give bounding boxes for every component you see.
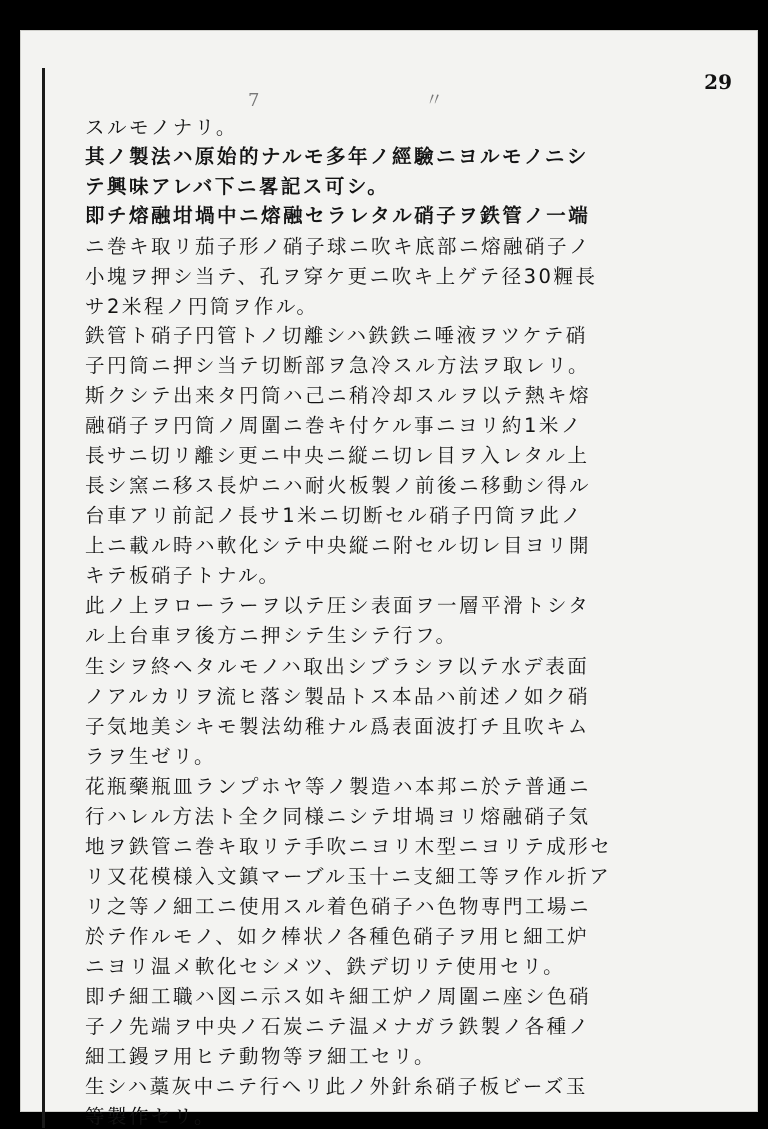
text-line: ニ巻キ取リ茄子形ノ硝子球ニ吹キ底部ニ熔融硝子ノ (85, 235, 592, 258)
text-line: 生シハ藁灰中ニテ行ヘリ此ノ外針糸硝子板ビーズ玉 (85, 1075, 588, 1098)
left-margin-rule (42, 68, 45, 1128)
text-line: スルモノナリ。 (85, 116, 238, 139)
text-line: キテ板硝子トナル。 (85, 564, 281, 587)
text-line: 子気地美シキモ製法幼稚ナル爲表面波打チ且吹キム (85, 715, 590, 738)
text-line: 台車アリ前記ノ長サ1米ニ切断セル硝子円筒ヲ此ノ (85, 504, 584, 527)
text-line: 花瓶藥瓶皿ランプホヤ等ノ製造ハ本邦ニ於テ普通ニ (85, 775, 592, 798)
text-line: 斯クシテ出来タ円筒ハ己ニ稍冷却スルヲ以テ熱キ熔 (85, 384, 592, 407)
document-page (20, 30, 758, 1128)
text-line: ラヲ生ゼリ。 (85, 745, 217, 768)
text-line: 此ノ上ヲローラーヲ以テ圧シ表面ヲ一層平滑トシタ (85, 594, 591, 617)
text-line: 其ノ製法ハ原始的ナルモ多年ノ經驗ニヨルモノニシ (85, 145, 589, 168)
text-line: ニヨリ温メ軟化セシメツ、鉄デ切リテ使用セリ。 (85, 955, 566, 978)
page-number: 29 (704, 70, 732, 94)
text-line: 細工鏝ヲ用ヒテ動物等ヲ細工セリ。 (85, 1045, 437, 1068)
text-line: リ之等ノ細工ニ使用スル着色硝子ハ色物専門工場ニ (85, 895, 592, 918)
pencil-marks: 7 〃 (248, 90, 524, 111)
text-line: 小塊ヲ押シ当テ、孔ヲ穿ケ更ニ吹キ上ゲテ径30糎長 (85, 265, 598, 288)
text-line: リ又花模様入文鎮マーブル玉十ニ支細工等ヲ作ル折ア (85, 865, 612, 888)
text-line: 等製作セリ。 (85, 1105, 217, 1128)
text-line: ル上台車ヲ後方ニ押シテ生シテ行フ。 (85, 624, 458, 647)
text-line: 地ヲ鉄管ニ巻キ取リテ手吹ニヨリ木型ニヨリテ成形セ (85, 835, 613, 858)
text-line: 於テ作ルモノ、如ク棒状ノ各種色硝子ヲ用ヒ細工炉 (85, 925, 590, 948)
text-line: 長シ窯ニ移ス長炉ニハ耐火板製ノ前後ニ移動シ得ル (85, 474, 592, 497)
text-line: テ興味アレバ下ニ畧記ス可シ。 (85, 175, 390, 198)
text-line: 生シヲ終ヘタルモノハ取出シブラシヲ以テ水デ表面 (85, 655, 590, 678)
text-line: 長サニ切リ離シ更ニ中央ニ縦ニ切レ目ヲ入レタル上 (85, 444, 590, 467)
text-line: 即チ細工職ハ図ニ示ス如キ細工炉ノ周圍ニ座シ色硝 (85, 985, 592, 1008)
text-line: 上ニ載ル時ハ軟化シテ中央縦ニ附セル切レ目ヨリ開 (85, 534, 592, 557)
text-line: サ2米程ノ円筒ヲ作ル。 (85, 295, 319, 318)
text-line: 子ノ先端ヲ中央ノ石炭ニテ温メナガラ鉄製ノ各種ノ (85, 1015, 591, 1038)
text-line: ノアルカリヲ流ヒ落シ製品トス本品ハ前述ノ如ク硝 (85, 685, 591, 708)
text-line: 即チ熔融坩堝中ニ熔融セラレタル硝子ヲ鉄管ノ一端 (85, 204, 591, 227)
text-line: 融硝子ヲ円筒ノ周圍ニ巻キ付ケル事ニヨリ約1米ノ (85, 414, 583, 437)
text-line: 子円筒ニ押シ当テ切断部ヲ急冷スル方法ヲ取レリ。 (85, 354, 591, 377)
text-line: 鉄管ト硝子円管トノ切離シハ鉄鉄ニ唾液ヲツケテ硝 (85, 324, 588, 347)
text-line: 行ハレル方法ト全ク同様ニシテ坩堝ヨリ熔融硝子気 (85, 805, 591, 828)
